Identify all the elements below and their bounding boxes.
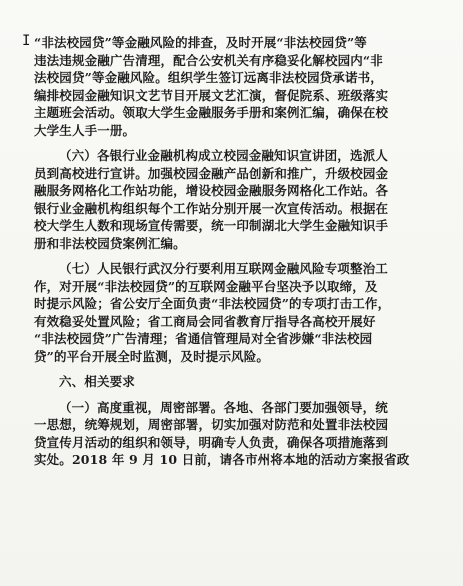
- paragraph-line: 实处。2018 年 9 月 10 日前，请各市州将本地的活动方案报省政: [34, 452, 410, 467]
- paragraph-line: 一思想，统筹规划，周密部署，切实加强对防范和处置非法校园: [34, 417, 389, 432]
- document-body: [34, 34, 434, 469]
- paragraph-line: （七）人民银行武汉分行要利用互联网金融风险专项整治工: [59, 261, 388, 276]
- paragraph-line: “非法校园贷”广告清理；省通信管理局对全省涉嫌“非法校园: [34, 331, 373, 346]
- paragraph-line: 册和非法校园贷案例汇编。: [34, 235, 186, 251]
- paragraph-line: 大学生人手一册。: [34, 122, 136, 138]
- paragraph-line: 有效稳妥处置风险；省工商局会同省教育厅指导各高校开展好: [34, 313, 376, 329]
- paragraph-line: 违法违规金融广告清理，配合公安机关有序稳妥化解校园内“非: [34, 52, 383, 68]
- paragraph-line: 贷宣传月活动的组织和领导，明确专人负责，确保各项措施落到: [34, 434, 389, 450]
- paragraph-line: 融服务网格化工作站功能，增设校园金融服务网格化工作站。各: [34, 183, 389, 198]
- paragraph-line: “非法校园贷”等金融风险的排查，及时开展“非法校园贷”等: [34, 35, 367, 50]
- paragraph-line: （六）各银行业金融机构成立校园金融知识宣讲团，选派人: [59, 148, 388, 163]
- paragraph-line: 法校园贷”等金融风险。组织学生签订远离非法校园贷承诺书，: [34, 70, 383, 85]
- paragraph-line: 员到高校进行宣讲。加强校园金融产品创新和推广，升级校园金: [34, 165, 389, 181]
- paragraph-line: 作，对开展“非法校园贷”的互联网金融平台坚决予以取缔，及: [34, 278, 378, 294]
- paragraph-line: 贷”的平台开展全时监测，及时提示风险。: [34, 348, 270, 364]
- text-cursor-icon: I: [22, 33, 31, 49]
- paragraph-line: 校大学生人数和现场宣传需要，统一印制湖北大学生金融知识手: [34, 218, 389, 233]
- section-heading: 六、相关要求: [59, 374, 135, 389]
- paragraph-line: 银行业金融机构组织每个工作站分别开展一次宣传活动。根据在: [34, 200, 389, 216]
- paragraph-line: 时提示风险；省公安厅全面负责“非法校园贷”的专项打击工作，: [34, 296, 391, 311]
- paragraph-line: 编排校园金融知识文艺节目开展文艺汇演，督促院系、班级落实: [34, 87, 389, 103]
- paragraph-line: 主题班会活动。领取大学生金融服务手册和案例汇编，确保在校: [34, 105, 389, 120]
- paragraph-line: （一）高度重视，周密部署。各地、各部门要加强领导，统: [59, 399, 388, 415]
